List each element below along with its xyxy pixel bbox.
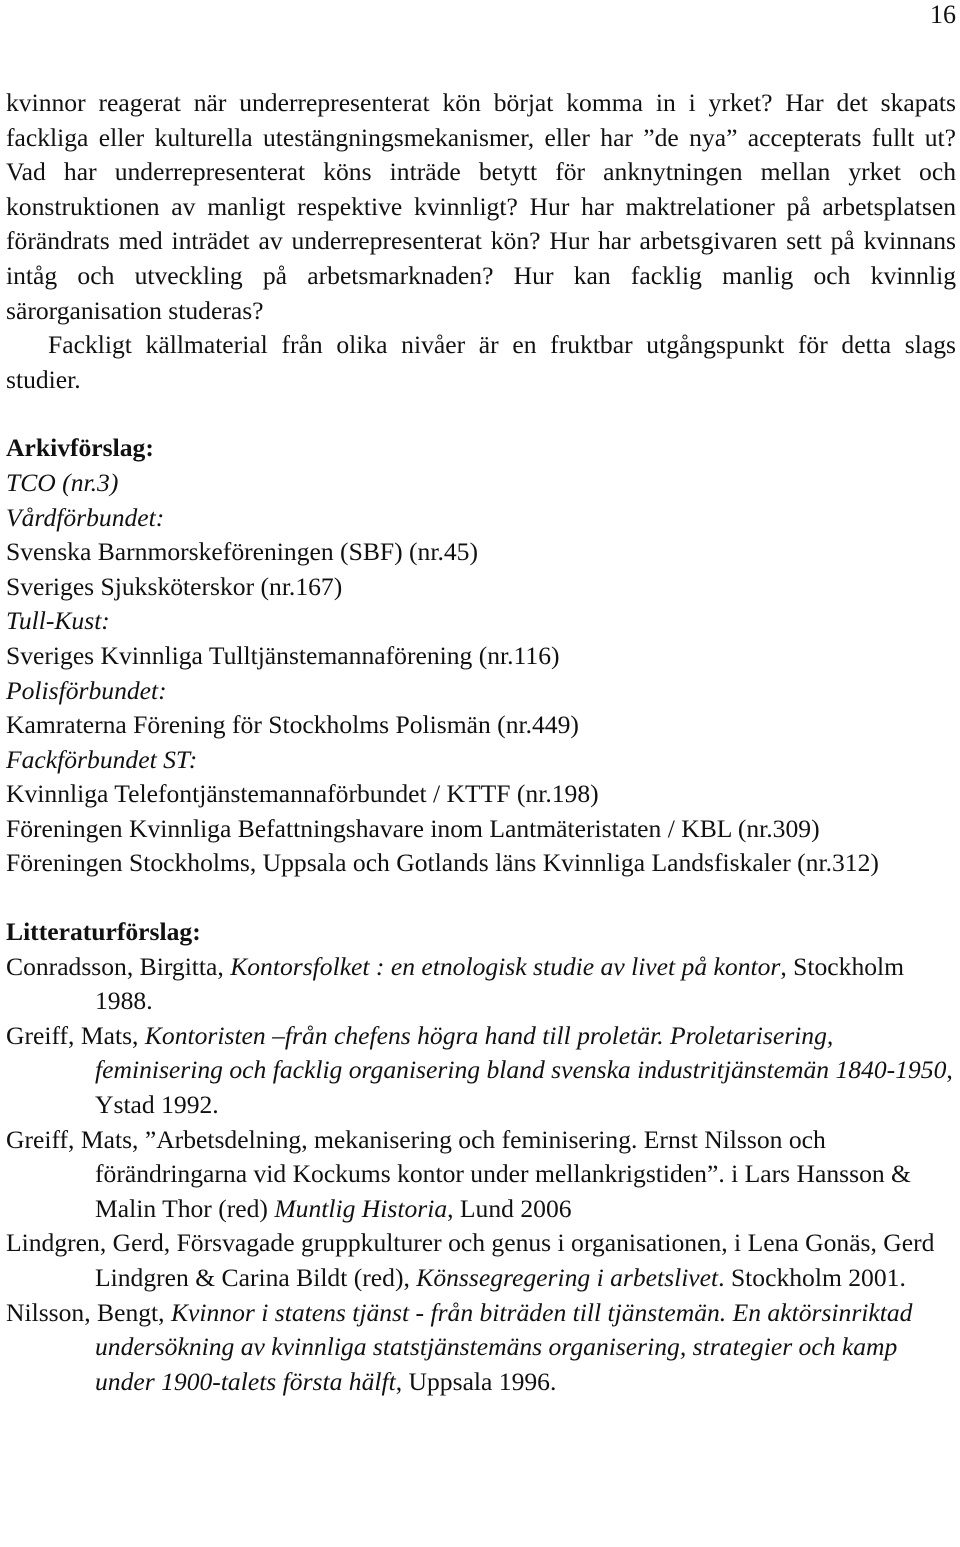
archive-heading: Arkivförslag:	[6, 433, 154, 463]
archive-line: Tull-Kust:	[6, 606, 110, 636]
reference-author: Conradsson, Birgitta,	[6, 951, 231, 981]
reference-item	[6, 1296, 956, 1400]
reference-title: Könssegregering i arbetslivet	[416, 1263, 719, 1292]
archive-line: Fackförbundet ST:	[6, 744, 198, 774]
document-body	[6, 86, 956, 1399]
archive-line: Polisförbundet:	[6, 675, 167, 705]
reference-title: Kvinnor i statens tjänst - från biträden till tjänstemän. En aktörsinriktad undersökning av kvinnliga statstjänstemäns organisering, strategier och kamp under 1900-talets första hälft	[95, 1297, 913, 1396]
reference-publication: , Stockholm 1988.	[95, 951, 905, 1016]
reference-author: Greiff, Mats,	[6, 1020, 145, 1050]
reference-title: Kontorsfolket : en etnologisk studie av livet på kontor	[230, 951, 781, 981]
reference-publication: , Uppsala 1996.	[395, 1366, 557, 1396]
reference-list	[6, 950, 956, 1400]
archive-line: TCO (nr.3)	[6, 467, 119, 497]
archive-line: Föreningen Kvinnliga Befattningshavare inom Lantmäteristaten / KBL (nr.309)	[6, 813, 820, 843]
archive-list	[6, 466, 956, 881]
reference-item	[6, 950, 956, 1019]
intro-paragraph: kvinnor reagerat när underrepresenterat kön börjat komma in i yrket? Har det skapats fackliga eller kulturella utestängningsmekanismer, eller har ”de nya” accepterats fullt ut? Vad har underrepresenterat köns inträde betytt för anknytningen mellan yrket och konstruktionen av manligt respektive kvinnligt? Hur har maktrelationer på arbetsplatsen förändrats med inträdet av underrepresenterat kön? Hur har arbetsgivaren sett på kvinnans intåg och utveckling på arbetsmarknaden? Hur kan facklig manlig och kvinnlig särorganisation studeras?	[6, 88, 956, 325]
reference-publication: , Ystad 1992.	[95, 1055, 953, 1120]
reference-title: Muntlig Historia	[274, 1193, 448, 1223]
archive-line: Sveriges Kvinnliga Tulltjänstemannaförening (nr.116)	[6, 640, 560, 670]
reference-author: Greiff, Mats, ”Arbetsdelning, mekanisering och feminisering. Ernst Nilsson och förändringarna vid Kockums kontor under mellankrigstiden”. i Lars Hansson & Malin Thor (red)	[6, 1124, 911, 1223]
reference-author: Nilsson, Bengt,	[6, 1297, 171, 1327]
reference-item	[6, 1019, 956, 1123]
reference-item	[6, 1123, 956, 1227]
spacer	[6, 881, 956, 915]
archive-line: Kvinnliga Telefontjänstemannaförbundet / KTTF (nr.198)	[6, 779, 599, 809]
reference-publication: . Stockholm 2001.	[718, 1263, 906, 1292]
reference-title: Kontoristen –från chefens högra hand till proletär. Proletarisering, feminisering och facklig organisering bland svenska industritjänstemän 1840-1950	[95, 1020, 947, 1085]
spacer	[6, 397, 956, 431]
reference-author: Lindgren, Gerd, Försvagade gruppkulturer och genus i organisationen, i Lena Gonäs, Gerd Lindgren & Carina Bildt (red),	[6, 1228, 935, 1292]
reference-item	[6, 1226, 956, 1295]
reference-publication: , Lund 2006	[447, 1193, 572, 1223]
archive-line: Sveriges Sjuksköterskor (nr.167)	[6, 571, 343, 601]
archive-line: Kamraterna Förening för Stockholms Polismän (nr.449)	[6, 710, 579, 740]
archive-line: Vårdförbundet:	[6, 502, 165, 532]
literature-heading: Litteraturförslag:	[6, 917, 201, 947]
intro-paragraph-2: Fackligt källmaterial från olika nivåer är en fruktbar utgångspunkt för detta slags studier.	[6, 330, 956, 394]
archive-line: Föreningen Stockholms, Uppsala och Gotlands läns Kvinnliga Landsfiskaler (nr.312)	[6, 848, 879, 878]
page-number: 16	[930, 0, 956, 29]
archive-line: Svenska Barnmorskeföreningen (SBF) (nr.45)	[6, 537, 478, 567]
